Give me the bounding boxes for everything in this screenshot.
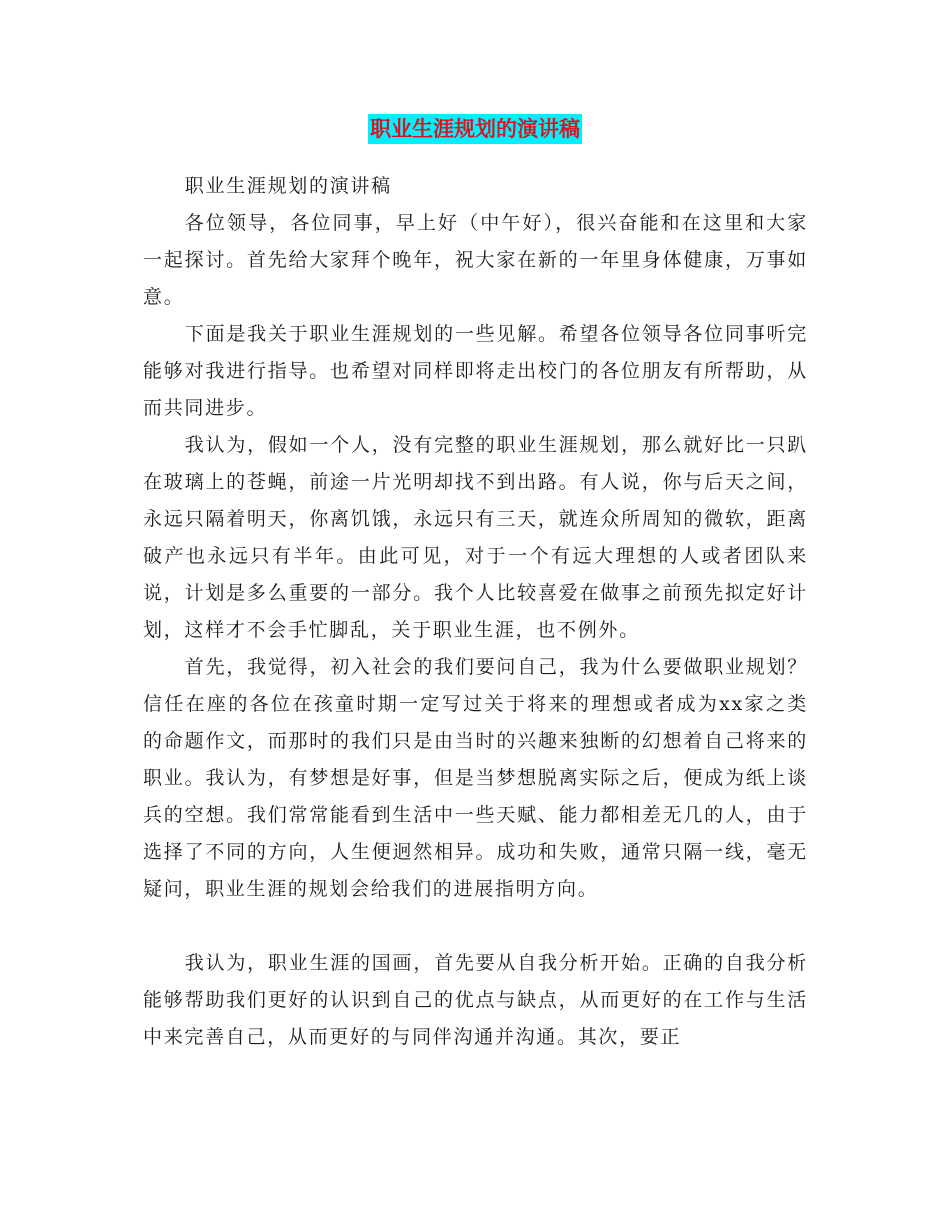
paragraph-greeting: 各位领导，各位同事，早上好（中午好），很兴奋能和在这里和大家一起探讨。首先给大家拜个晚年，祝大家在新的一年里身体健康，万事如意。 <box>143 212 808 308</box>
paragraph-why-plan: 首先，我觉得，初入社会的我们要问自己，我为什么要做职业规划？信任在座的各位在孩童时期一定写过关于将来的理想或者成为xx家之类的命题作文，而那时的我们只是由当时的兴趣来独断的幻想着自己将来的职业。我认为，有梦想是好事，但是当梦想脱离实际之后，便成为纸上谈兵的空想。我们常常能看到生活中一些天赋、能力都相差无几的人，由于选择了不同的方向，人生便迥然相异。成功和失败，通常只隔一线，毫无疑问，职业生涯的规划会给我们的进展指明方向。 <box>143 656 808 900</box>
document-body <box>143 168 808 1056</box>
document-title: 职业生涯规划的演讲稿 <box>368 114 582 144</box>
paragraph-subtitle: 职业生涯规划的演讲稿 <box>184 175 392 197</box>
title-container <box>0 114 950 144</box>
paragraph-intro: 下面是我关于职业生涯规划的一些见解。希望各位领导各位同事听完能够对我进行指导。也希望对同样即将走出校门的各位朋友有所帮助，从而共同进步。 <box>143 323 808 419</box>
paragraph-self-analysis: 我认为，职业生涯的国画，首先要从自我分析开始。正确的自我分析能够帮助我们更好的认识到自己的优点与缺点，从而更好的在工作与生活中来完善自己，从而更好的与同伴沟通并沟通。其次，要正 <box>143 952 808 1048</box>
paragraph-planning-importance: 我认为，假如一个人，没有完整的职业生涯规划，那么就好比一只趴在玻璃上的苍蝇，前途一片光明却找不到出路。有人说，你与后天之间，永远只隔着明天，你离饥饿，永远只有三天，就连众所周知的微软，距离破产也永远只有半年。由此可见，对于一个有远大理想的人或者团队来说，计划是多么重要的一部分。我个人比较喜爱在做事之前预先拟定好计划，这样才不会手忙脚乱，关于职业生涯，也不例外。 <box>143 434 808 641</box>
